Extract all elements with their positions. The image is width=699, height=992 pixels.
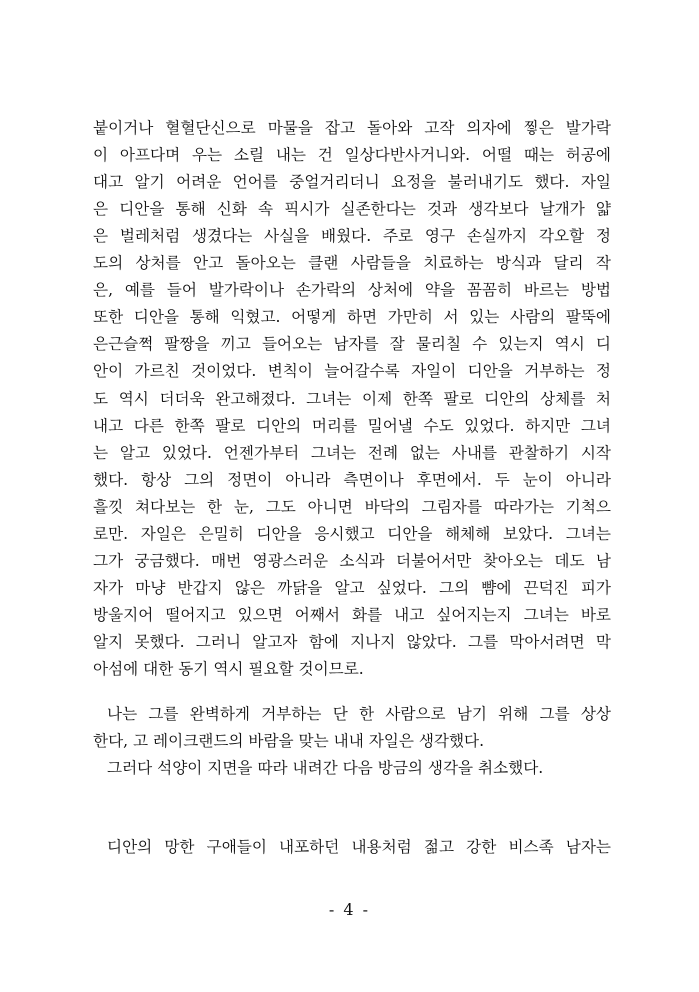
paragraph1-line: 붙이거나 혈혈단신으로 마물을 잡고 돌아와 고작 의자에 찧은 발가락 [93,119,611,137]
paragraph1-line: 은 벌레처럼 생겼다는 사실을 배웠다. 주로 영구 손실까지 각오할 정 [93,227,611,246]
paragraph1-line: 내고 다른 한쪽 팔로 디안의 머리를 밀어낼 수도 있었다. 하지만 그녀 [93,416,611,435]
paragraph1-line: 했다. 항상 그의 정면이 아니라 측면이나 후면에서. 두 눈이 아니라 [93,470,611,489]
page-number: - 4 - [328,900,371,919]
paragraph1-line: 그가 궁금했다. 매번 영광스러운 소식과 더불어서만 찾아오는 데도 남 [93,551,611,570]
paragraph1-line: 은근슬쩍 팔짱을 끼고 들어오는 남자를 잘 물리칠 수 있는지 역시 디 [93,335,611,354]
paragraph1-line: 은, 예를 들어 발가락이나 손가락의 상처에 약을 꼼꼼히 바르는 방법 [93,281,611,300]
paragraph1-line: 방울지어 떨어지고 있으면 어째서 화를 내고 싶어지는지 그녀는 바로 [93,605,611,624]
paragraph3-line: 그러다 석양이 지면을 따라 내려간 다음 방금의 생각을 취소했다. [107,759,544,777]
paragraph1-line: 도 역시 더더욱 완고해졌다. 그녀는 이제 한쪽 팔로 디안의 상체를 처 [93,389,611,408]
paragraph2-line: 한다, 고 레이크랜드의 바람을 맞는 내내 자일은 생각했다. [93,732,485,751]
paragraph1-line: 은 디안을 통해 신화 속 픽시가 실존한다는 것과 생각보다 날개가 얇 [93,200,611,219]
paragraph1-line: 이 아프다며 우는 소릴 내는 건 일상다반사거니와. 어떨 때는 허공에 [93,146,611,165]
paragraph2-line: 나는 그를 완벽하게 거부하는 단 한 사람으로 남기 위해 그를 상상 [107,705,611,723]
paragraph1-line: 대고 알기 어려운 언어를 중얼거리더니 요정을 불러내기도 했다. 자일 [93,173,611,192]
paragraph1-line: 로만. 자일은 은밀히 디안을 응시했고 디안을 해체해 보았다. 그녀는 [93,524,611,543]
paragraph1-line: 흘낏 쳐다보는 한 눈, 그도 아니면 바닥의 그림자를 따라가는 기척으 [93,497,611,516]
paragraph1-line: 도의 상처를 안고 돌아오는 클랜 사람들을 치료하는 방식과 달리 작 [93,254,611,273]
paragraph1-line: 자가 마냥 반갑지 않은 까닭을 알고 싶었다. 그의 뺨에 끈덕진 피가 [93,578,611,597]
paragraph4-line: 디안의 망한 구애들이 내포하던 내용처럼 젊고 강한 비스족 남자는 [107,838,611,856]
paragraph1-line: 아섬에 대한 동기 역시 필요할 것이므로. [93,660,364,678]
paragraph1-line: 안이 가르친 것이었다. 변칙이 늘어갈수록 자일이 디안을 거부하는 정 [93,362,611,381]
paragraph1-line: 는 알고 있었다. 언젠가부터 그녀는 전례 없는 사내를 관찰하기 시작 [93,443,611,462]
paragraph1-line: 알지 못했다. 그러니 알고자 함에 지나지 않았다. 그를 막아서려면 막 [93,632,611,651]
paragraph1-line: 또한 디안을 통해 익혔고. 어떻게 하면 가만히 서 있는 사람의 팔뚝에 [93,308,611,327]
